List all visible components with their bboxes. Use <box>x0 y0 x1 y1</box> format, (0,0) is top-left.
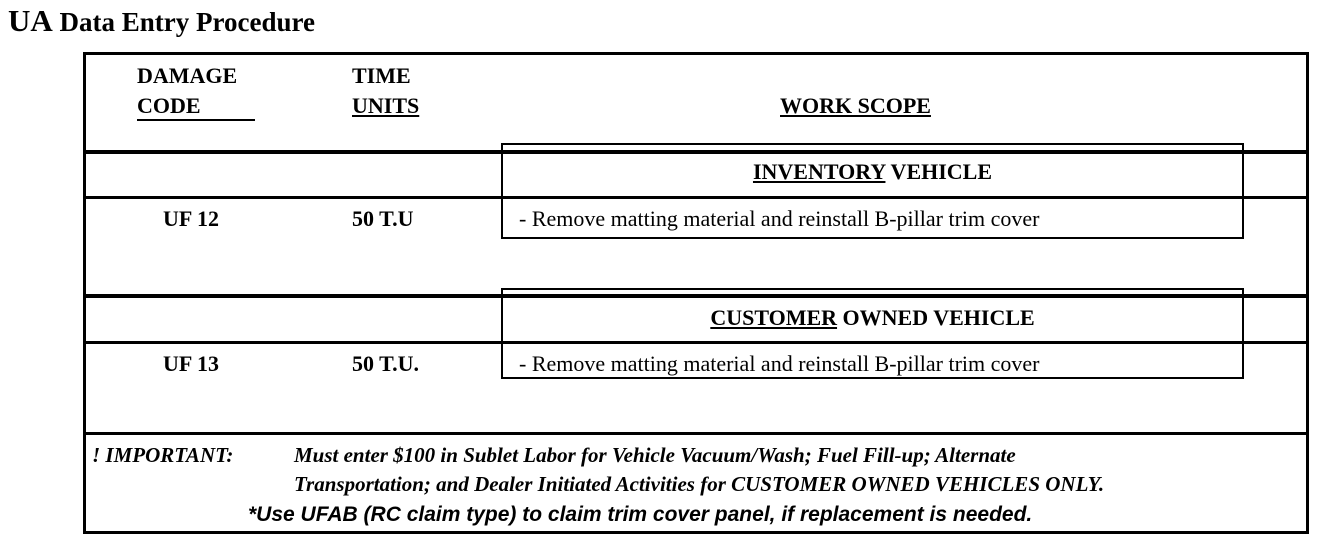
damage-code-header-line2: CODE <box>137 93 255 121</box>
divider <box>501 196 1244 199</box>
time-units-inventory: 50 T.U <box>352 206 414 231</box>
title-prefix: UA <box>8 3 53 38</box>
time-units-header-line1: TIME <box>352 63 411 88</box>
work-scope-header: WORK SCOPE <box>780 93 931 118</box>
important-line-1: Must enter $100 in Sublet Labor for Vehicle Vacuum/Wash; Fuel Fill-up; Alternate <box>294 443 1016 467</box>
section-title-inventory <box>501 159 1244 185</box>
damage-code-inventory: UF 12 <box>163 206 220 231</box>
title-rest: Data Entry Procedure <box>59 7 315 37</box>
section-title-underlined: INVENTORY <box>752 159 886 184</box>
divider <box>83 432 1309 435</box>
damage-code-customer: UF 13 <box>163 351 220 376</box>
ufab-note: *Use UFAB (RC claim type) to claim trim cover panel, if replacement is needed. <box>248 503 1033 526</box>
damage-code-header <box>137 61 255 121</box>
work-scope-inventory: - Remove matting material and reinstall B-pillar trim cover <box>519 206 1040 231</box>
divider <box>501 341 1244 344</box>
important-line-2: Transportation; and Dealer Initiated Activities for CUSTOMER OWNED VEHICLES ONLY. <box>294 472 1105 496</box>
work-scope-customer: - Remove matting material and reinstall B-pillar trim cover <box>519 351 1040 376</box>
section-title-rest: VEHICLE <box>885 159 993 184</box>
damage-code-header-line1: DAMAGE <box>137 63 238 88</box>
time-units-header <box>352 61 419 121</box>
section-title-underlined: CUSTOMER <box>710 305 838 330</box>
section-title-customer <box>501 305 1244 331</box>
important-label: ! IMPORTANT: <box>92 443 234 467</box>
time-units-header-line2: UNITS <box>352 93 420 118</box>
section-title-rest: OWNED VEHICLE <box>837 305 1035 330</box>
time-units-customer: 50 T.U. <box>352 351 420 376</box>
page-title <box>8 3 315 39</box>
